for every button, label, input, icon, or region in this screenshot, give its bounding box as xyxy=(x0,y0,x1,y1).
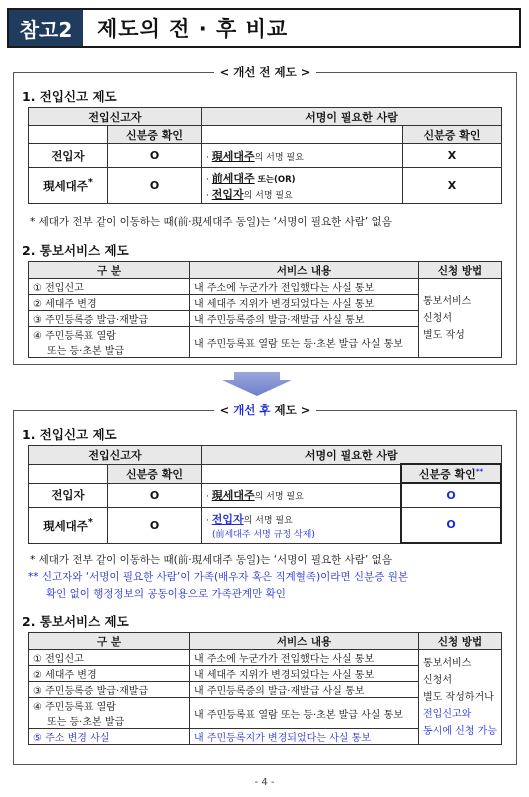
table-row: ④ 주민등록표 열람 또는 등·초본 발급 xyxy=(29,698,190,729)
row-name: 現세대주* xyxy=(29,507,108,543)
table-row: ③ 주민등록증 발급·재발급 xyxy=(29,311,190,327)
table-row: 내 주민등록표 열람 또는 등·초본 발급 사실 통보 xyxy=(190,698,419,729)
row-id2: O xyxy=(401,507,501,543)
row-id: O xyxy=(108,483,202,507)
th-reporter: 전입신고자 xyxy=(29,108,202,126)
before-sec2-title: 2. 통보서비스 제도 xyxy=(22,243,129,258)
table-row: ① 전입신고 xyxy=(29,279,190,295)
table-row: ② 세대주 변경 xyxy=(29,295,190,311)
row-sign: · 現세대주의 서명 필요 xyxy=(202,144,403,168)
after-note2b: 확인 없이 행정정보의 공동이용으로 가족관계만 확인 xyxy=(46,588,286,600)
row-id2: X xyxy=(403,168,502,204)
row-sign: · 전입자의 서명 필요 (前세대주 서명 규정 삭제) xyxy=(202,507,402,543)
table-row: ② 세대주 변경 xyxy=(29,666,190,682)
after-label: < 개선 후 제도 > xyxy=(14,402,516,418)
row-id: O xyxy=(108,507,202,543)
page-number: - 4 - xyxy=(254,777,275,788)
table-row: 내 세대주 지위가 변경되었다는 사실 통보 xyxy=(190,666,419,682)
method-cell: 통보서비스 신청서 별도 작성 xyxy=(419,279,502,358)
before-note1: * 세대가 전부 같이 이동하는 때(前·現세대주 동일)는 ‘서명이 필요한 사람’ 없음 xyxy=(30,216,392,228)
table-row: 내 주소에 누군가가 전입했다는 사실 통보 xyxy=(190,650,419,666)
before-sec1-title: 1. 전입신고 제도 xyxy=(22,89,117,104)
th-service: 서비스 내용 xyxy=(190,262,419,279)
row-id: O xyxy=(108,144,202,168)
th-category: 구 분 xyxy=(29,262,190,279)
row-name: 전입자 xyxy=(29,144,108,168)
table-row: 내 주민등록표 열람 또는 등·초본 발급 사실 통보 xyxy=(190,327,419,358)
after-box xyxy=(13,403,517,765)
table-row: ⑤ 주소 변경 사실 xyxy=(29,729,190,745)
th-signer: 서명이 필요한 사람 xyxy=(202,446,502,465)
th-method: 신청 방법 xyxy=(419,262,502,279)
th-id: 신분증 확인 xyxy=(108,464,202,483)
table-row: 내 주민등록증의 발급·재발급 사실 통보 xyxy=(190,682,419,698)
table-row: ③ 주민등록증 발급·재발급 xyxy=(29,682,190,698)
header-title: 제도의 전 · 후 비교 xyxy=(97,17,289,41)
table-row: 내 주민등록증의 발급·재발급 사실 통보 xyxy=(190,311,419,327)
after-note1: * 세대가 전부 같이 이동하는 때(前·現세대주 동일)는 ‘서명이 필요한 사람’ 없음 xyxy=(30,554,392,566)
table-row: ④ 주민등록표 열람 또는 등·초본 발급 xyxy=(29,327,190,358)
th-id: 신분증 확인 xyxy=(108,126,202,144)
th-id2: 신분증 확인** xyxy=(401,464,501,483)
table-row: 내 세대주 지위가 변경되었다는 사실 통보 xyxy=(190,295,419,311)
after-sec2-title: 2. 통보서비스 제도 xyxy=(22,614,129,629)
row-sign: · 現세대주의 서명 필요 xyxy=(202,483,402,507)
down-arrow-icon xyxy=(222,372,292,396)
after-report-table xyxy=(28,445,502,544)
before-notify-table xyxy=(28,261,502,358)
after-notify-table xyxy=(28,632,502,745)
row-name: 現세대주* xyxy=(29,168,108,204)
table-row: 내 주민등록지가 변경되었다는 사실 통보 xyxy=(190,729,419,745)
page-header xyxy=(7,8,521,48)
row-id: O xyxy=(108,168,202,204)
table-row: 내 주소에 누군가가 전입했다는 사실 통보 xyxy=(190,279,419,295)
row-id2: X xyxy=(403,144,502,168)
th-id2: 신분증 확인 xyxy=(403,126,502,144)
after-note2a: ** 신고자와 ‘서명이 필요한 사람’이 가족(배우자 혹은 직계혈족)이라면 신분증 원본 xyxy=(28,571,408,583)
row-sign: · 前세대주 또는(OR) · 전입자의 서명 필요 xyxy=(202,168,403,204)
th-signer: 서명이 필요한 사람 xyxy=(202,108,502,126)
row-name: 전입자 xyxy=(29,483,108,507)
th-method: 신청 방법 xyxy=(419,633,502,650)
header-tag: 참고2 xyxy=(9,10,83,46)
before-report-table xyxy=(28,107,502,204)
method-cell: 통보서비스 신청서 별도 작성하거나 전입신고와 동시에 신청 가능 xyxy=(419,650,502,745)
th-reporter: 전입신고자 xyxy=(29,446,202,465)
th-service: 서비스 내용 xyxy=(190,633,419,650)
row-id2: O xyxy=(401,483,501,507)
after-sec1-title: 1. 전입신고 제도 xyxy=(22,427,117,442)
before-label: < 개선 전 제도 > xyxy=(14,64,516,80)
table-row: ① 전입신고 xyxy=(29,650,190,666)
before-box xyxy=(13,65,517,365)
th-category: 구 분 xyxy=(29,633,190,650)
